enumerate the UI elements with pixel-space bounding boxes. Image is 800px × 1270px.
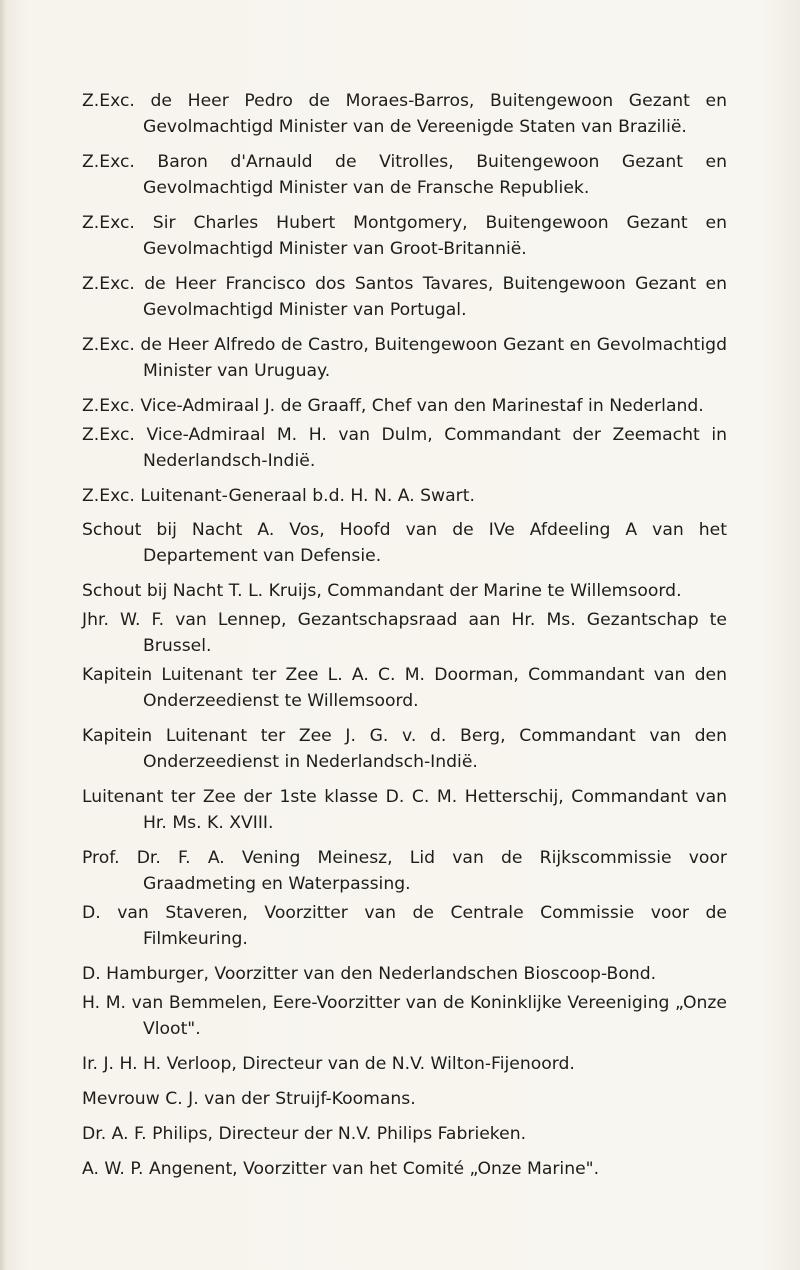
- list-item: Luitenant ter Zee der 1ste klasse D. C. M. Hetterschij, Commandant van Hr. Ms. K. XVIII.: [82, 787, 727, 833]
- list-item: Schout bij Nacht T. L. Kruijs, Commandant der Marine te Willemsoord.: [82, 581, 682, 601]
- list-item: Z.Exc. Vice-Admiraal J. de Graaff, Chef van den Marinestaf in Nederland.: [82, 396, 704, 416]
- list-item: Dr. A. F. Philips, Directeur der N.V. Philips Fabrieken.: [82, 1124, 527, 1144]
- list-item: Z.Exc. Vice-Admiraal M. H. van Dulm, Commandant der Zeemacht in Nederlandsch-Indië.: [82, 425, 727, 471]
- list-item: D. Hamburger, Voorzitter van den Nederlandschen Bioscoop-Bond.: [82, 964, 657, 984]
- list-item: H. M. van Bemmelen, Eere-Voorzitter van de Koninklijke Vereeniging „Onze Vloot".: [82, 993, 727, 1039]
- list-item: Jhr. W. F. van Lennep, Gezantschapsraad aan Hr. Ms. Gezantschap te Brussel.: [82, 610, 727, 656]
- list-item: Ir. J. H. H. Verloop, Directeur van de N.V. Wilton-Fijenoord.: [82, 1054, 575, 1074]
- list-item: Mevrouw C. J. van der Struijf-Koomans.: [82, 1089, 416, 1109]
- page-spine-shadow: [0, 0, 6, 1270]
- guest-list: [82, 88, 727, 1191]
- list-item: Z.Exc. Luitenant-Generaal b.d. H. N. A. Swart.: [82, 486, 475, 506]
- list-item: Schout bij Nacht A. Vos, Hoofd van de IVe Afdeeling A van het Departement van Defensie.: [82, 520, 727, 566]
- list-item: Z.Exc. de Heer Alfredo de Castro, Buitengewoon Gezant en Gevolmachtigd Minister van Uruguay.: [82, 335, 727, 381]
- list-item: Z.Exc. de Heer Francisco dos Santos Tavares, Buitengewoon Gezant en Gevolmachtigd Minister van Portugal.: [82, 274, 727, 320]
- list-item: Kapitein Luitenant ter Zee J. G. v. d. Berg, Commandant van den Onderzeedienst in Nederlandsch-Indië.: [82, 726, 727, 772]
- list-item: Kapitein Luitenant ter Zee L. A. C. M. Doorman, Commandant van den Onderzeedienst te Willemsoord.: [82, 665, 727, 711]
- list-item: D. van Staveren, Voorzitter van de Centrale Commissie voor de Filmkeuring.: [82, 903, 727, 949]
- list-item: Prof. Dr. F. A. Vening Meinesz, Lid van de Rijkscommissie voor Graadmeting en Waterpassing.: [82, 848, 727, 894]
- list-item: A. W. P. Angenent, Voorzitter van het Comité „Onze Marine".: [82, 1159, 600, 1179]
- list-item: Z.Exc. Baron d'Arnauld de Vitrolles, Buitengewoon Gezant en Gevolmachtigd Minister van de Fransche Republiek.: [82, 152, 727, 198]
- list-item: Z.Exc. de Heer Pedro de Moraes-Barros, Buitengewoon Gezant en Gevolmachtigd Minister van de Vereenigde Staten van Brazilië.: [82, 91, 727, 137]
- list-item: Z.Exc. Sir Charles Hubert Montgomery, Buitengewoon Gezant en Gevolmachtigd Minister van Groot-Britannië.: [82, 213, 727, 259]
